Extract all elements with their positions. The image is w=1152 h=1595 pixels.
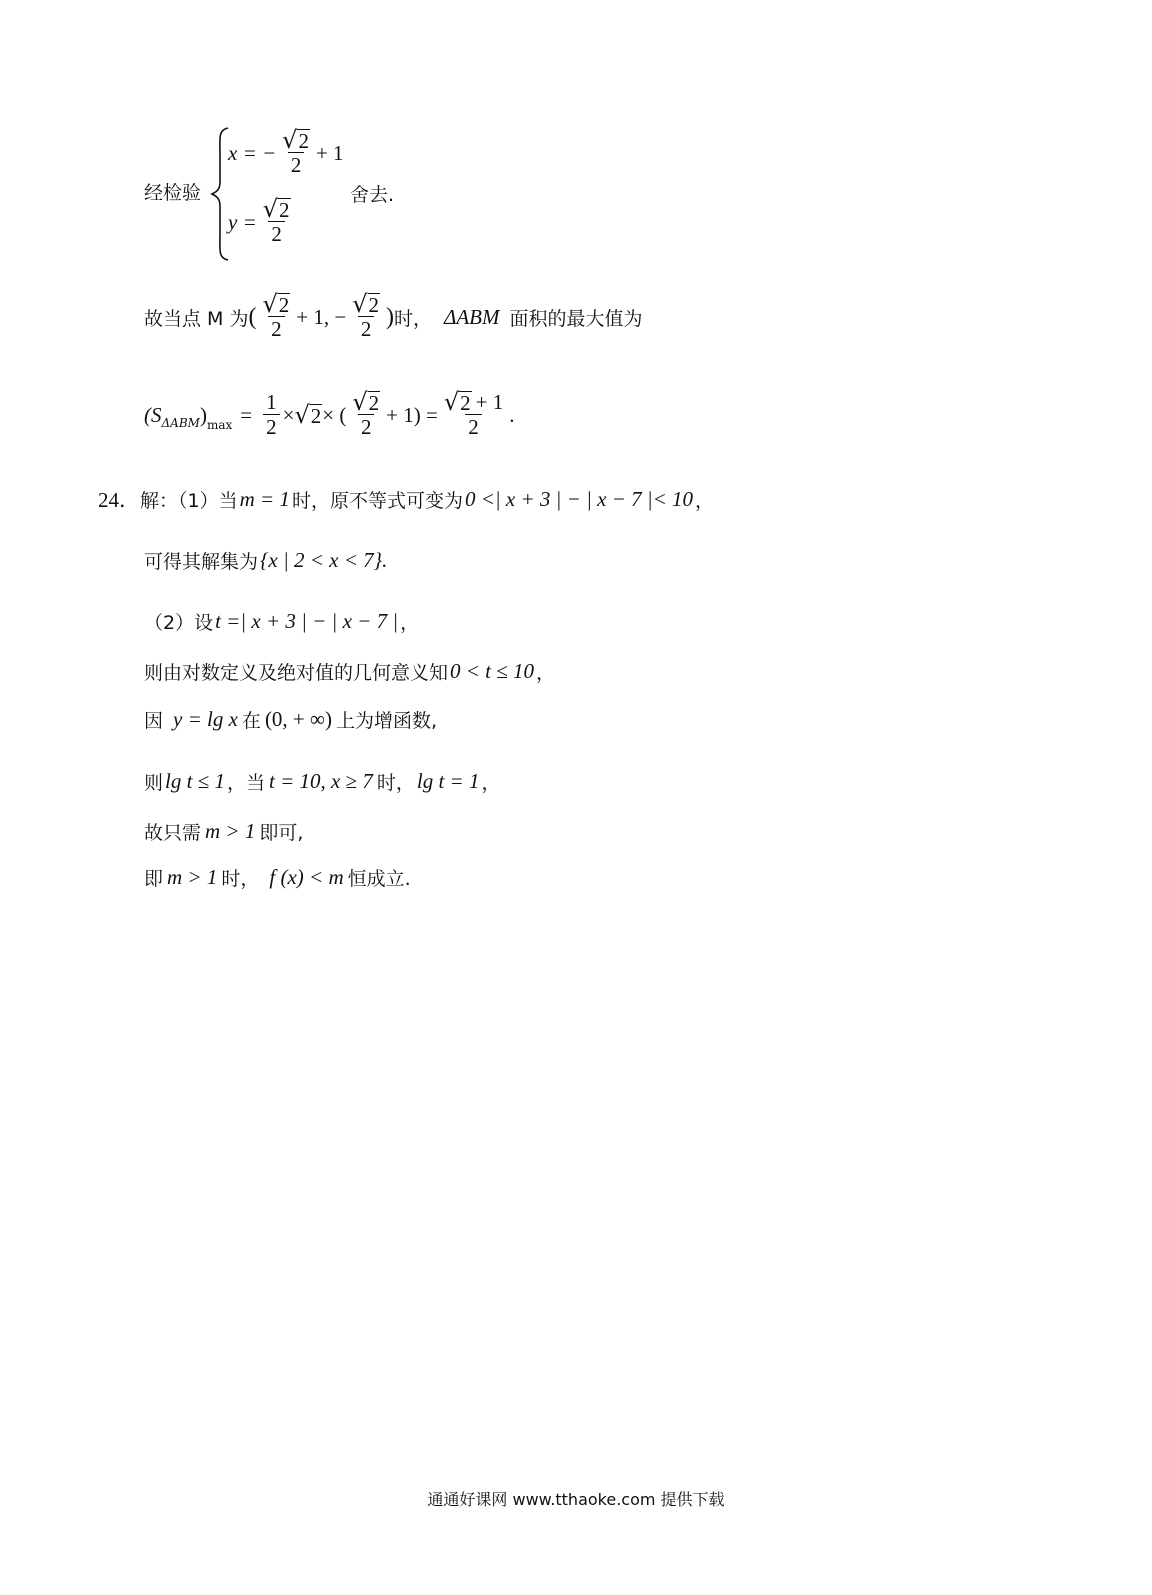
discard-text: 舍去. [350, 184, 395, 206]
system-y-row: y = √ 2 2 [228, 197, 297, 247]
point-fraction-2: √ 2 2 [352, 290, 380, 341]
q24-line5: 则 lg t ≤ 1 ，当 t = 10, x ≥ 7 时， lg t = 1 ， [144, 769, 501, 794]
sqrt-symbol: √ 2 [294, 401, 322, 430]
q24-line3: 则由对数定义及绝对值的几何意义知 0 < t ≤ 10 ， [144, 659, 556, 684]
check-label: 经检验 [144, 182, 202, 204]
sqrt-symbol: √ 2 [282, 126, 309, 154]
half-fraction: $\frac{1}{2}$ [263, 390, 280, 440]
system-x-row: x = − √ 2 2 + 1 [228, 126, 344, 177]
result-fraction: √ 2 + 1 2 [443, 388, 504, 440]
q24-part2: （2）设 t =| x + 3 | − | x − 7 | ， [144, 609, 420, 634]
point-fraction-1: √ 2 2 [262, 290, 290, 341]
question-number: 24． [98, 488, 140, 512]
y-fraction: √ 2 2 [262, 195, 290, 246]
x-fraction: √ 2 2 [282, 126, 309, 177]
q24-line7: 即 m > 1 时， f (x) < m 恒成立. [144, 865, 411, 890]
area-max-formula: (S ΔABM ) max = $\frac{1}{2}$ × √ 2 × ( √ 2 2 + 1) = √ 2 + 1 2 . [144, 388, 515, 440]
page-footer: 通通好课网 www.tthaoke.com 提供下载 [427, 1490, 725, 1509]
q24-line4: 因 y = lg x 在 (0, + ∞) 上为增函数, [144, 707, 438, 732]
q24-solution-set: 可得其解集为 {x | 2 < x < 7}. [144, 548, 388, 573]
sqrt-symbol: √ 2 [262, 195, 290, 223]
area-fraction: √ 2 2 [352, 388, 380, 440]
q24-line6: 故只需 m > 1 即可, [144, 819, 304, 844]
q24-part1: 24． 解：（1）当 m = 1 时，原不等式可变为 0 <| x + 3 | − | x − 7 |< 10 ， [98, 484, 714, 514]
point-m-line: 故当点 M 为 ( √ 2 2 + 1, − √ 2 2 ) 时， ΔABM 面积的最大值为 [144, 290, 643, 341]
